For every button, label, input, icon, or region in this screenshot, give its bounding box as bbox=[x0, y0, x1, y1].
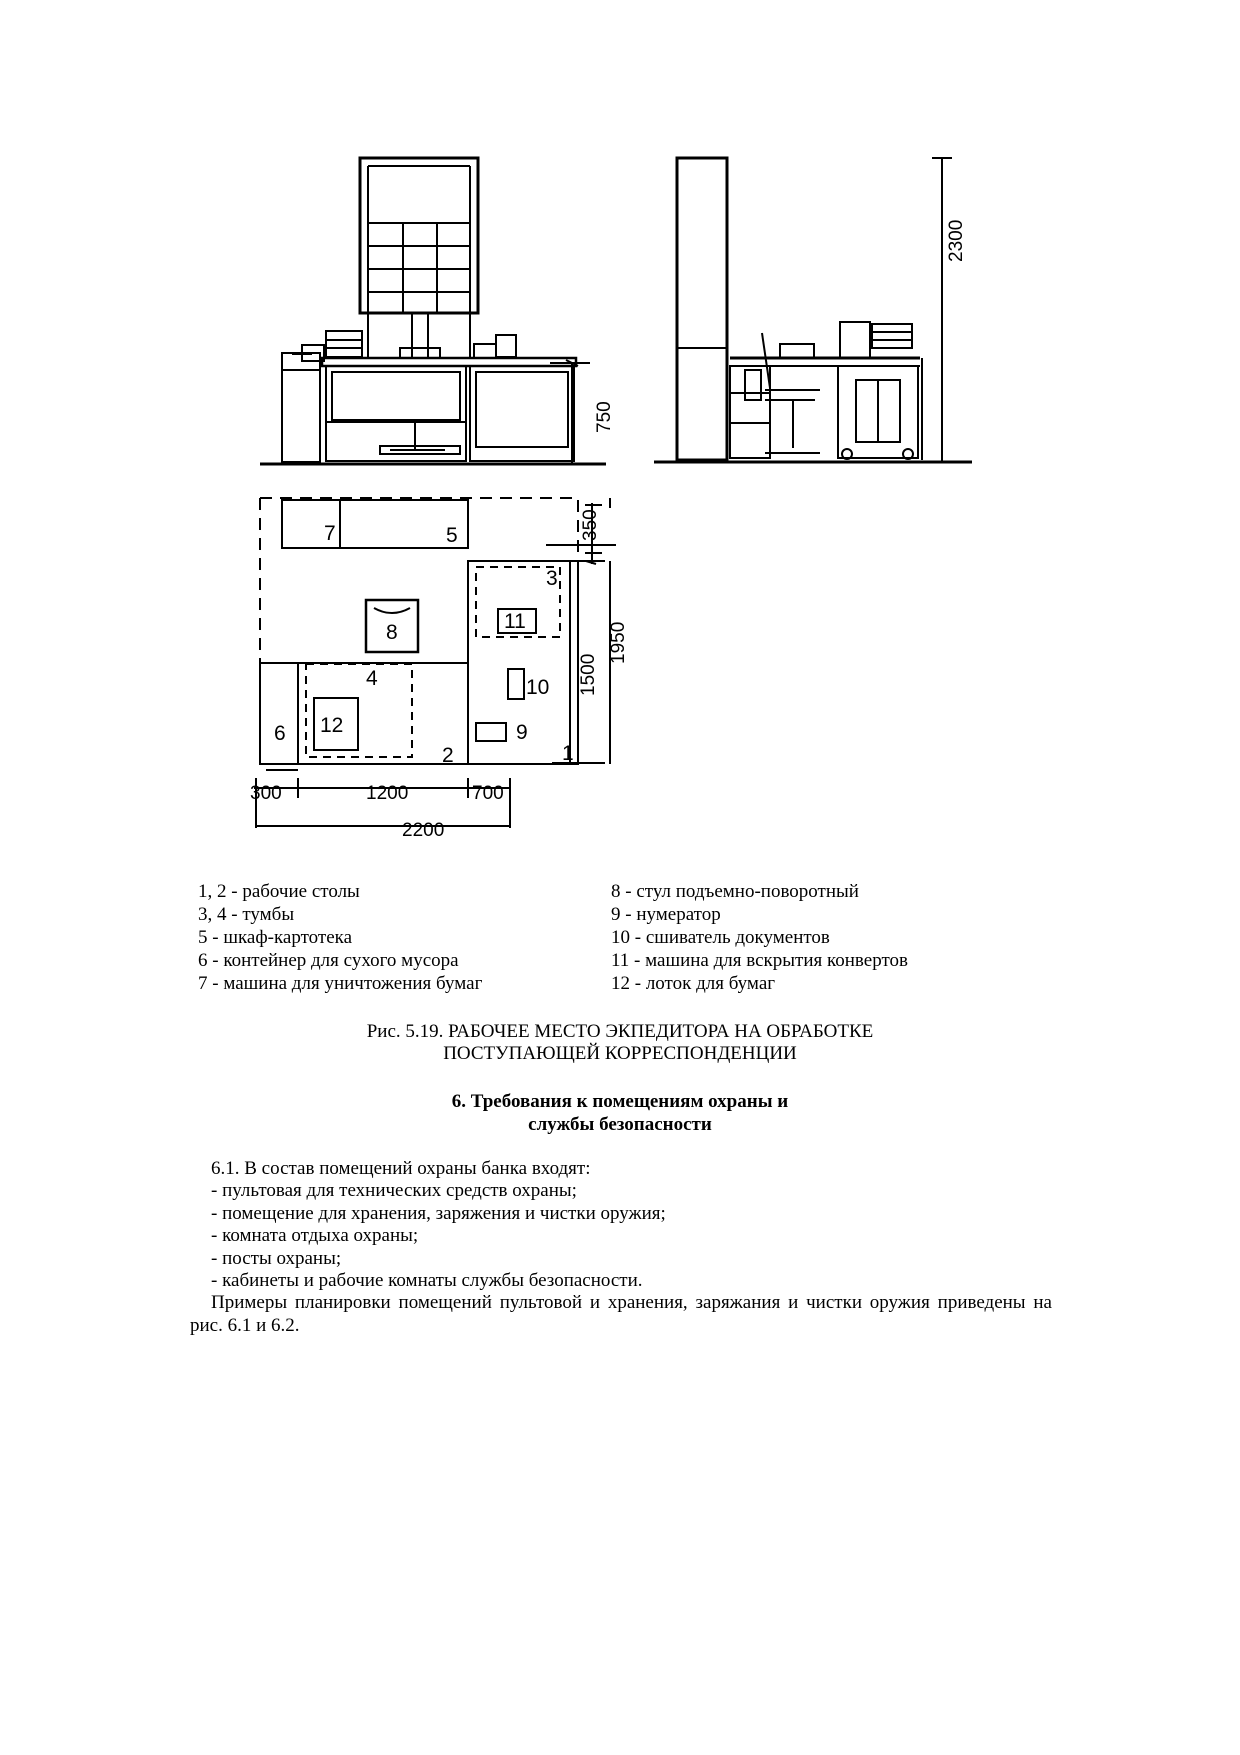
dim-1200: 1200 bbox=[366, 783, 409, 804]
heading-line: 6. Требования к помещениям охраны и bbox=[451, 1091, 789, 1112]
legend-item: 12 - лоток для бумаг bbox=[611, 973, 776, 994]
list-item: - кабинеты и рабочие комнаты службы безопасности. bbox=[211, 1270, 643, 1292]
dim-350: 350 bbox=[580, 509, 601, 541]
legend-item: 11 - машина для вскрытия конвертов bbox=[611, 950, 908, 971]
plan-view bbox=[254, 498, 616, 828]
side-elevation bbox=[654, 158, 972, 462]
paragraph-intro: 6.1. В состав помещений охраны банка входят: bbox=[211, 1158, 591, 1179]
caption-line: Рис. 5.19. РАБОЧЕЕ МЕСТО ЭКПЕДИТОРА НА ОБРАБОТКЕ bbox=[366, 1021, 874, 1042]
item-4-label: 4 bbox=[366, 667, 378, 690]
item-1-label: 1 bbox=[562, 742, 574, 765]
dim-700: 700 bbox=[472, 783, 504, 804]
legend-item: 1, 2 - рабочие столы bbox=[198, 881, 360, 902]
item-11-label: 11 bbox=[504, 610, 526, 633]
dim-1950: 1950 bbox=[608, 621, 629, 664]
legend-left-column bbox=[198, 880, 598, 995]
paragraph-closing: Примеры планировки помещений пультовой и хранения, заряжания и чистки оружия приведены на рис. 6.1 и 6.2. bbox=[190, 1292, 1052, 1336]
item-8-label: 8 bbox=[386, 621, 398, 644]
dim-2300: 2300 bbox=[946, 219, 967, 262]
dim-750: 750 bbox=[594, 401, 615, 433]
list-item: - помещение для хранения, заряжения и чистки оружия; bbox=[211, 1202, 666, 1224]
legend-item: 6 - контейнер для сухого мусора bbox=[198, 950, 459, 971]
section-body bbox=[190, 1158, 1052, 1337]
list-item: - посты охраны; bbox=[211, 1247, 342, 1269]
dim-2200: 2200 bbox=[402, 820, 445, 841]
dim-1500: 1500 bbox=[578, 653, 599, 696]
dim-300: 300 bbox=[250, 783, 282, 804]
item-5-label: 5 bbox=[446, 524, 458, 547]
section-heading bbox=[190, 1090, 1050, 1136]
list-item: - комната отдыха охраны; bbox=[211, 1225, 419, 1247]
legend-item: 7 - машина для уничтожения бумаг bbox=[198, 973, 483, 994]
workstation-drawing bbox=[250, 148, 1000, 868]
front-elevation bbox=[260, 158, 606, 464]
item-2-label: 2 bbox=[442, 744, 454, 767]
item-6-label: 6 bbox=[274, 722, 286, 745]
legend-item: 3, 4 - тумбы bbox=[198, 904, 295, 925]
item-3-label: 3 bbox=[546, 567, 558, 590]
legend-item: 9 - нумератор bbox=[611, 904, 721, 925]
legend-item: 5 - шкаф-картотека bbox=[198, 927, 353, 948]
item-10-label: 10 bbox=[526, 676, 550, 699]
legend-item: 8 - стул подъемно-поворотный bbox=[611, 881, 859, 902]
legend-item: 10 - сшиватель документов bbox=[611, 927, 830, 948]
legend-right-column bbox=[611, 880, 1071, 995]
item-9-label: 9 bbox=[516, 721, 528, 744]
item-7-label: 7 bbox=[324, 522, 336, 545]
caption-line: ПОСТУПАЮЩЕЙ КОРРЕСПОНДЕНЦИИ bbox=[443, 1043, 797, 1064]
figure-caption bbox=[190, 1021, 1050, 1065]
item-12-label: 12 bbox=[320, 714, 344, 737]
heading-line: службы безопасности bbox=[528, 1114, 712, 1135]
list-item: - пультовая для технических средств охраны; bbox=[211, 1180, 577, 1202]
